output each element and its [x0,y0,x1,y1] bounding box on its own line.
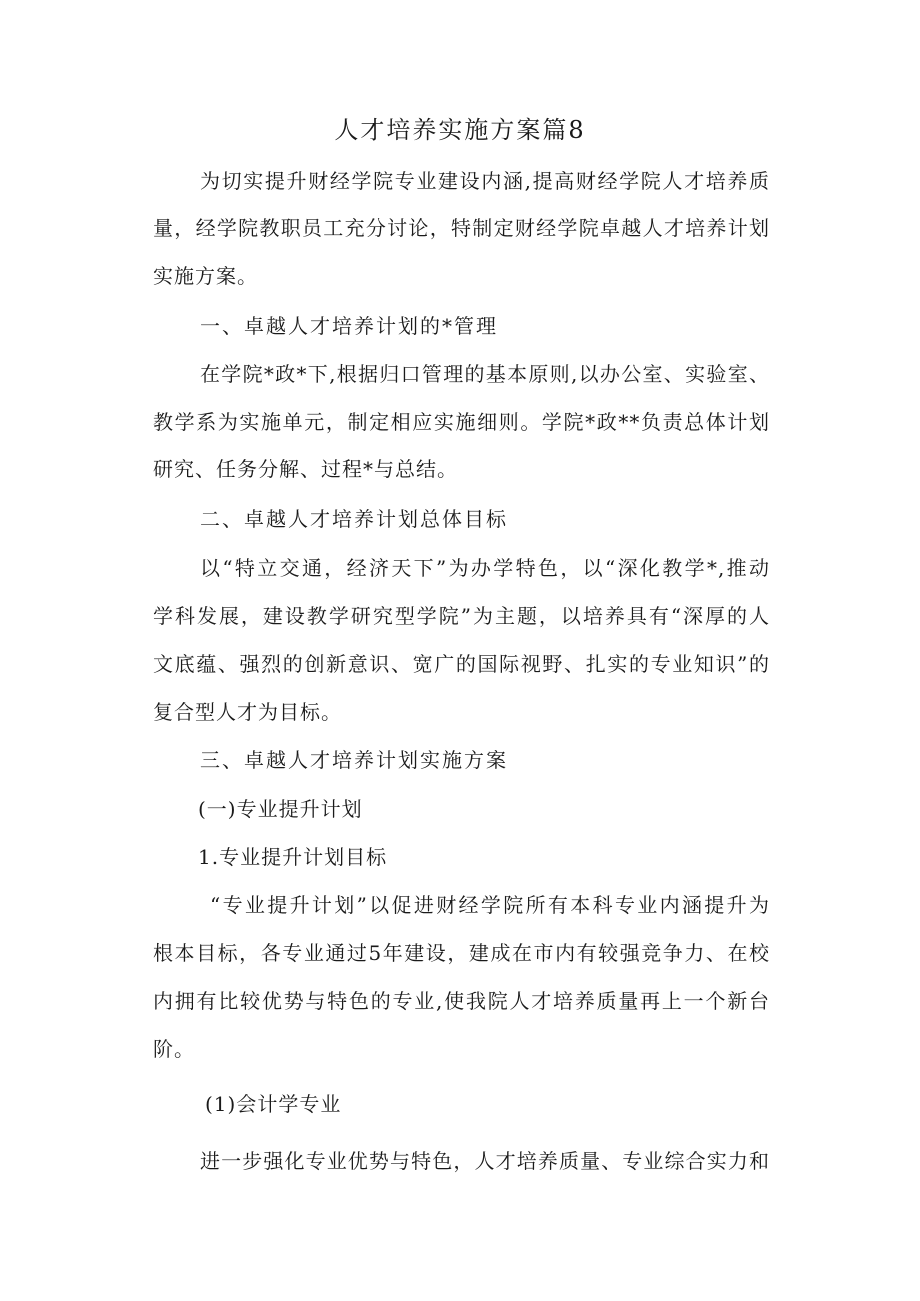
paragraph-intro-line-1: 为切实提升财经学院专业建设内涵,提高财经学院人才培养质 [200,169,770,193]
subsection-heading-1-1: 1.专业提升计划目标 [198,845,388,869]
subsection-heading-1: (一)专业提升计划 [198,797,363,821]
paragraph-intro-line-2: 量，经学院教职员工充分讨论，特制定财经学院卓越人才培养计划 [153,216,770,240]
section-heading-2: 二、卓越人才培养计划总体目标 [200,507,508,531]
paragraph-management-line-1: 在学院*政*下,根据归口管理的基本原则,以办公室、实验室、 [200,362,770,386]
paragraph-goal-line-3: 文底蕴、强烈的创新意识、宽广的国际视野、扎实的专业知识”的 [153,652,770,676]
paragraph-plan-line-3: 内拥有比较优势与特色的专业,使我院人才培养质量再上一个新台 [153,989,770,1013]
paragraph-goal-line-1: 以“特立交通，经济天下”为办学特色，以“深化教学*,推动 [200,556,770,580]
paragraph-plan-line-4: 阶。 [153,1037,195,1061]
section-heading-1: 一、卓越人才培养计划的*管理 [200,314,498,338]
paragraph-intro-line-3: 实施方案。 [153,264,258,288]
paragraph-goal-line-2: 学科发展，建设教学研究型学院”为主题，以培养具有“深厚的人 [153,604,770,628]
section-heading-3: 三、卓越人才培养计划实施方案 [200,748,508,772]
paragraph-management-line-2: 教学系为实施单元，制定相应实施细则。学院*政**负责总体计划 [153,410,770,434]
paragraph-goal-line-4: 复合型人才为目标。 [153,700,342,724]
paragraph-management-line-3: 研究、任务分解、过程*与总结。 [153,457,458,481]
document-title: 人才培养实施方案篇8 [334,116,586,144]
paragraph-plan-line-2: 根本目标，各专业通过5年建设，建成在市内有较强竞争力、在校 [153,941,770,965]
item-heading-accounting: (1)会计学专业 [205,1092,342,1116]
paragraph-accounting-line-1: 进一步强化专业优势与特色，人才培养质量、专业综合实力和 [200,1149,770,1173]
paragraph-plan-line-1: “专业提升计划”以促进财经学院所有本科专业内涵提升为 [210,893,770,917]
